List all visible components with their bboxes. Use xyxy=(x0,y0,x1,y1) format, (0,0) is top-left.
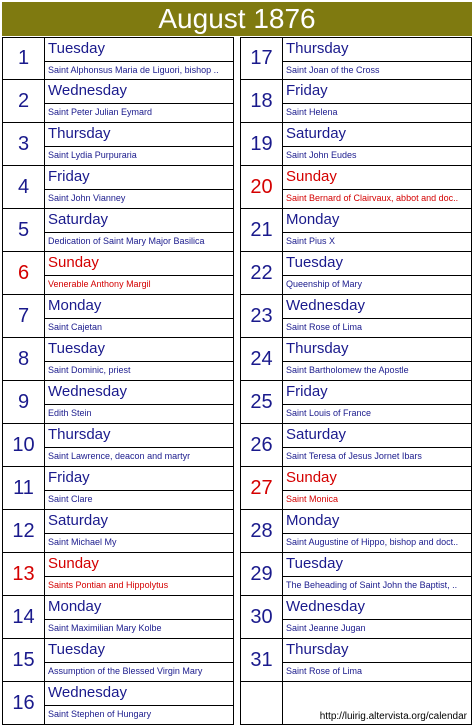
day-number: 13 xyxy=(3,553,45,595)
day-info xyxy=(283,424,471,466)
saint-of-the-day: Saint Alphonsus Maria de Liguori, bishop .. xyxy=(48,65,219,75)
day-number: 30 xyxy=(241,596,283,638)
calendar-day-row xyxy=(2,123,234,166)
saint-of-the-day: Saint Monica xyxy=(286,494,339,504)
calendar-day-row xyxy=(2,166,234,209)
saint-of-the-day: Saints Pontian and Hippolytus xyxy=(48,580,169,590)
day-info xyxy=(45,209,233,251)
day-info xyxy=(45,123,233,165)
calendar-day-row xyxy=(240,166,472,209)
saint-of-the-day: Saint Bernard of Clairvaux, abbot and doc.. xyxy=(286,193,459,203)
weekday-name: Wednesday xyxy=(283,596,471,620)
weekday-name: Saturday xyxy=(283,424,471,448)
day-info xyxy=(45,682,233,724)
day-info xyxy=(283,295,471,337)
saint-of-the-day: Saint Stephen of Hungary xyxy=(48,709,152,719)
calendar-column-left xyxy=(2,37,234,725)
empty-cell xyxy=(241,682,283,724)
day-number: 19 xyxy=(241,123,283,165)
weekday-name: Tuesday xyxy=(45,38,233,62)
weekday-name: Tuesday xyxy=(45,338,233,362)
day-number: 11 xyxy=(3,467,45,509)
calendar-day-row xyxy=(240,252,472,295)
calendar-day-row xyxy=(2,467,234,510)
day-number: 10 xyxy=(3,424,45,466)
day-number: 12 xyxy=(3,510,45,552)
weekday-name: Monday xyxy=(283,510,471,534)
day-info xyxy=(45,295,233,337)
day-info xyxy=(283,338,471,380)
calendar-day-row xyxy=(2,639,234,682)
saint-of-the-day: Saint Clare xyxy=(48,494,93,504)
weekday-name: Monday xyxy=(283,209,471,233)
weekday-name: Sunday xyxy=(283,166,471,190)
weekday-name: Saturday xyxy=(283,123,471,147)
day-info xyxy=(283,510,471,552)
day-info xyxy=(45,338,233,380)
day-number: 25 xyxy=(241,381,283,423)
day-number: 7 xyxy=(3,295,45,337)
weekday-name: Wednesday xyxy=(45,80,233,104)
day-number: 6 xyxy=(3,252,45,294)
calendar-column-right xyxy=(240,37,472,725)
day-info xyxy=(45,252,233,294)
weekday-name: Saturday xyxy=(45,510,233,534)
day-number: 4 xyxy=(3,166,45,208)
weekday-name: Thursday xyxy=(283,38,471,62)
calendar-day-row xyxy=(240,467,472,510)
weekday-name: Friday xyxy=(45,166,233,190)
saint-of-the-day: Queenship of Mary xyxy=(286,279,363,289)
calendar-day-row xyxy=(2,596,234,639)
calendar-title: August 1876 xyxy=(2,2,472,36)
day-number: 28 xyxy=(241,510,283,552)
day-number: 27 xyxy=(241,467,283,509)
calendar-day-row xyxy=(240,80,472,123)
calendar-day-row xyxy=(2,37,234,80)
weekday-name: Monday xyxy=(45,596,233,620)
source-credit-link[interactable]: http://luirig.altervista.org/calendar xyxy=(319,711,467,722)
day-number: 8 xyxy=(3,338,45,380)
calendar-day-row xyxy=(2,209,234,252)
day-number: 16 xyxy=(3,682,45,724)
saint-of-the-day: Saint Lydia Purpuraria xyxy=(48,150,137,160)
day-info xyxy=(283,38,471,79)
day-info xyxy=(45,553,233,595)
saint-of-the-day: Saint Louis of France xyxy=(286,408,372,418)
saint-of-the-day: Saint Cajetan xyxy=(48,322,103,332)
day-number: 24 xyxy=(241,338,283,380)
weekday-name: Friday xyxy=(283,80,471,104)
calendar-day-row xyxy=(2,252,234,295)
day-number: 9 xyxy=(3,381,45,423)
calendar-day-row xyxy=(240,209,472,252)
day-info xyxy=(283,166,471,208)
day-number: 23 xyxy=(241,295,283,337)
saint-of-the-day: Saint Jeanne Jugan xyxy=(286,623,366,633)
day-info xyxy=(283,80,471,122)
day-info xyxy=(283,209,471,251)
calendar-day-row xyxy=(2,510,234,553)
day-info xyxy=(45,510,233,552)
saint-of-the-day: Saint Rose of Lima xyxy=(286,322,363,332)
day-info xyxy=(283,252,471,294)
credit-row xyxy=(240,682,472,725)
calendar-day-row xyxy=(240,553,472,596)
saint-of-the-day: Saint Peter Julian Eymard xyxy=(48,107,153,117)
day-info xyxy=(283,123,471,165)
day-info xyxy=(283,553,471,595)
calendar-day-row xyxy=(2,80,234,123)
calendar-day-row xyxy=(240,424,472,467)
day-number: 31 xyxy=(241,639,283,681)
calendar-day-row xyxy=(2,295,234,338)
day-number: 14 xyxy=(3,596,45,638)
calendar-day-row xyxy=(240,510,472,553)
saint-of-the-day: Assumption of the Blessed Virgin Mary xyxy=(48,666,203,676)
saint-of-the-day: Saint Michael My xyxy=(48,537,117,547)
day-info xyxy=(283,381,471,423)
weekday-name: Thursday xyxy=(45,123,233,147)
day-number: 22 xyxy=(241,252,283,294)
calendar-day-row xyxy=(2,381,234,424)
day-number: 15 xyxy=(3,639,45,681)
day-info xyxy=(283,639,471,681)
saint-of-the-day: Saint Maximilian Mary Kolbe xyxy=(48,623,162,633)
day-number: 5 xyxy=(3,209,45,251)
day-info xyxy=(45,639,233,681)
saint-of-the-day: Saint Bartholomew the Apostle xyxy=(286,365,409,375)
weekday-name: Saturday xyxy=(45,209,233,233)
day-info xyxy=(283,596,471,638)
day-info xyxy=(45,166,233,208)
day-number: 29 xyxy=(241,553,283,595)
day-info xyxy=(283,467,471,509)
weekday-name: Sunday xyxy=(45,252,233,276)
day-info xyxy=(45,80,233,122)
weekday-name: Wednesday xyxy=(45,381,233,405)
day-number: 20 xyxy=(241,166,283,208)
weekday-name: Thursday xyxy=(45,424,233,448)
calendar-day-row xyxy=(2,338,234,381)
weekday-name: Tuesday xyxy=(283,553,471,577)
calendar-day-row xyxy=(240,37,472,80)
saint-of-the-day: Saint Rose of Lima xyxy=(286,666,363,676)
saint-of-the-day: Saint John Eudes xyxy=(286,150,357,160)
weekday-name: Thursday xyxy=(283,639,471,663)
weekday-name: Sunday xyxy=(283,467,471,491)
weekday-name: Sunday xyxy=(45,553,233,577)
day-number: 1 xyxy=(3,38,45,79)
calendar-day-row xyxy=(2,424,234,467)
weekday-name: Friday xyxy=(45,467,233,491)
weekday-name: Tuesday xyxy=(45,639,233,663)
calendar-day-row xyxy=(240,381,472,424)
day-info xyxy=(45,467,233,509)
saint-of-the-day: Saint Augustine of Hippo, bishop and doct.. xyxy=(286,537,459,547)
saint-of-the-day: Saint John Vianney xyxy=(48,193,126,203)
weekday-name: Tuesday xyxy=(283,252,471,276)
weekday-name: Wednesday xyxy=(45,682,233,706)
day-number: 17 xyxy=(241,38,283,79)
saint-of-the-day: Edith Stein xyxy=(48,408,92,418)
calendar-day-row xyxy=(240,295,472,338)
day-number: 18 xyxy=(241,80,283,122)
saint-of-the-day: Saint Helena xyxy=(286,107,338,117)
saint-of-the-day: Saint Teresa of Jesus Jornet Ibars xyxy=(286,451,422,461)
weekday-name: Wednesday xyxy=(283,295,471,319)
day-number: 3 xyxy=(3,123,45,165)
saint-of-the-day: Saint Dominic, priest xyxy=(48,365,131,375)
calendar-day-row xyxy=(240,338,472,381)
saint-of-the-day: Saint Pius X xyxy=(286,236,336,246)
day-number: 21 xyxy=(241,209,283,251)
calendar-day-row xyxy=(240,596,472,639)
saint-of-the-day: The Beheading of Saint John the Baptist, .. xyxy=(286,580,458,590)
day-info xyxy=(45,38,233,79)
saint-of-the-day: Dedication of Saint Mary Major Basilica xyxy=(48,236,205,246)
calendar-day-row xyxy=(2,682,234,725)
day-info xyxy=(45,596,233,638)
saint-of-the-day: Saint Lawrence, deacon and martyr xyxy=(48,451,191,461)
day-info xyxy=(45,381,233,423)
weekday-name: Monday xyxy=(45,295,233,319)
calendar-day-row xyxy=(2,553,234,596)
calendar-day-row xyxy=(240,639,472,682)
saint-of-the-day: Venerable Anthony Margil xyxy=(48,279,151,289)
day-number: 26 xyxy=(241,424,283,466)
day-number: 2 xyxy=(3,80,45,122)
weekday-name: Friday xyxy=(283,381,471,405)
day-info xyxy=(45,424,233,466)
weekday-name: Thursday xyxy=(283,338,471,362)
saint-of-the-day: Saint Joan of the Cross xyxy=(286,65,380,75)
calendar-day-row xyxy=(240,123,472,166)
